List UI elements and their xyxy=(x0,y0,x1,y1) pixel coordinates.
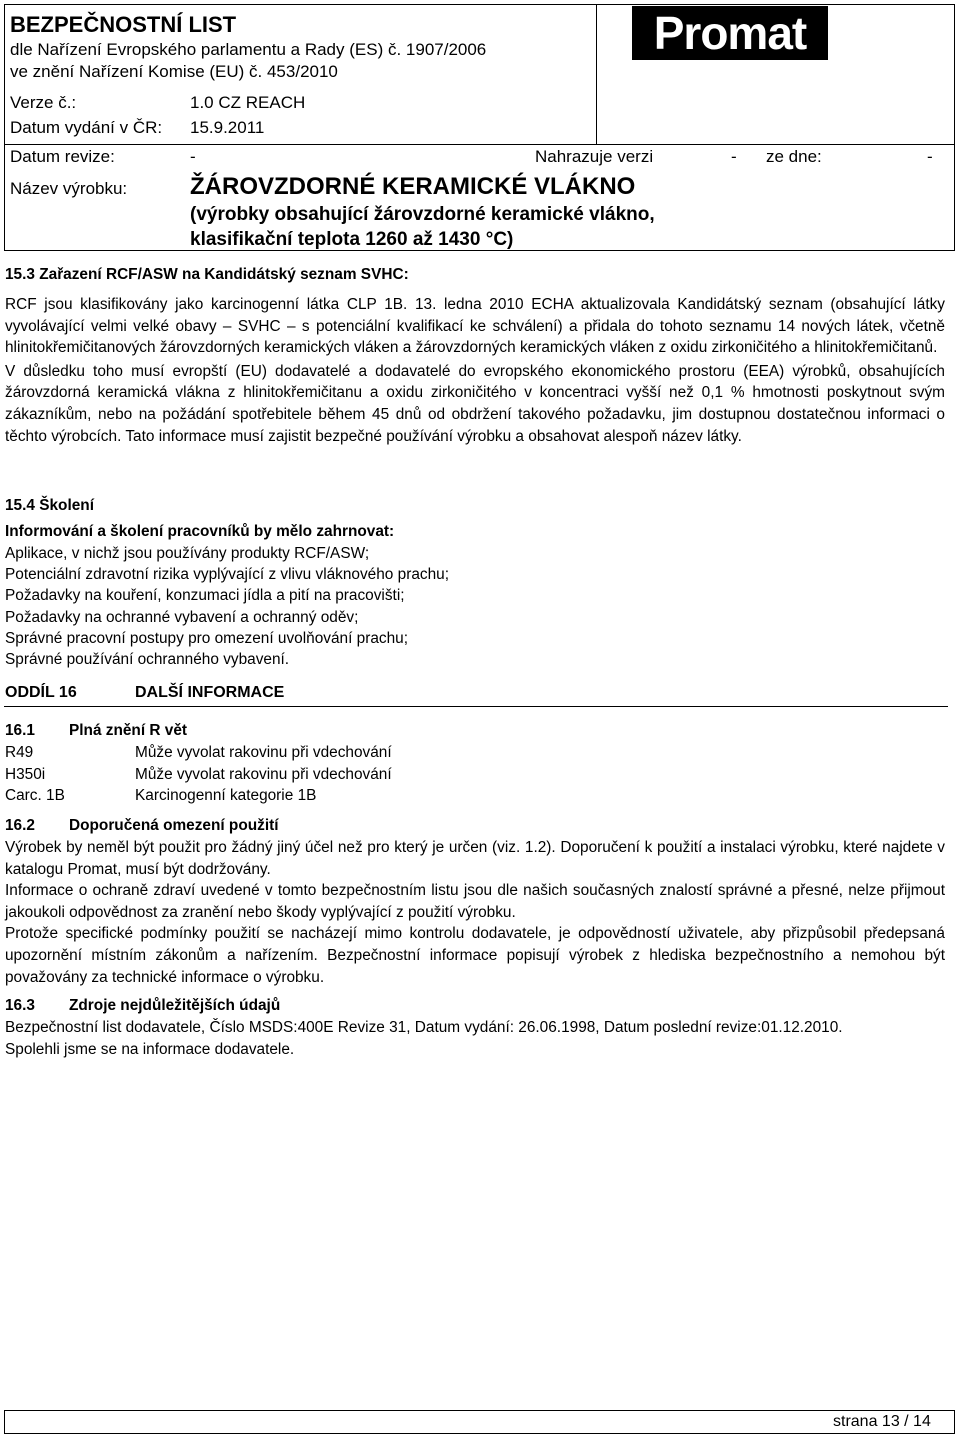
section-15-4-heading: 15.4 Školení xyxy=(5,497,94,514)
product-name: ŽÁROVZDORNÉ KERAMICKÉ VLÁKNO xyxy=(190,173,636,200)
page-footer xyxy=(4,1410,955,1434)
r-phrase-code: R49 xyxy=(5,744,34,761)
header-divider xyxy=(596,4,597,144)
issue-date-value: 15.9.2011 xyxy=(190,118,265,137)
section-15-3 xyxy=(5,262,945,447)
r-phrase-row xyxy=(5,764,945,786)
section-16-2-paragraph-1: Výrobek by neměl být použit pro žádný jiný účel než pro který je určen (viz. 1.2). Doporučení k použití a instalaci výrobku, které najdete v katalogu Promat, musí být dodržovány. xyxy=(5,839,945,878)
training-item: Potenciální zdravotní rizika vyplývající z vlivu vláknového prachu; xyxy=(5,566,449,584)
section-16-title: DALŠÍ INFORMACE xyxy=(135,684,285,701)
promat-logo: Promat xyxy=(632,6,828,60)
training-item: Správné pracovní postupy pro omezení uvolňování prachu; xyxy=(5,629,408,647)
section-16-2 xyxy=(5,815,945,988)
document-title: BEZPEČNOSTNÍ LIST xyxy=(10,12,237,37)
section-15-3-heading: 15.3 Zařazení RCF/ASW na Kandidátský seznam SVHC: xyxy=(5,266,409,283)
section-16-3-title: Zdroje nejdůležitějších údajů xyxy=(69,997,281,1014)
section-15-3-paragraph-2: V důsledku toho musí evropští (EU) dodavatelé a dodavatelé do evropského ekonomického prostoru (EEA) výrobků, obsahujících žárovzdorná keramická vlákna z hlinitokřemičitanu a oxidu zirkoničitého v koncentraci vyšší než 0,1 % hmotnosti poskytnout svým zákazníkům, nebo na požádání spotřebitele během 45 dnů od obdržení takového požadavku, jim dostupnou dostatečnou informaci o těchto výrobcích. Tato informace musí zajistit bezpečné používání výrobku a obsahovat alespoň název látky. xyxy=(5,362,945,445)
section-15-3-paragraph-1: RCF jsou klasifikovány jako karcinogenní látka CLP 1B. 13. ledna 2010 ECHA aktualizovala Kandidátský seznam (obsahující látky vyvolávající velmi velké obavy – SVHC – s potenciální kvalifikací ke schválení) a přidala do tohoto seznamu 14 nových látek, včetně hlinitokřemičitanových žárovzdorných keramických vláken a žárovzdorných keramických vláken z oxidu zirkoničitého a hlinitokřemičitanů. xyxy=(5,296,945,357)
training-item: Aplikace, v nichž jsou používány produkty RCF/ASW; xyxy=(5,545,370,562)
section-16-3-number: 16.3 xyxy=(5,997,35,1014)
training-item: Požadavky na ochranné vybavení a ochranný oděv; xyxy=(5,608,359,626)
section-16-label: ODDÍL 16 xyxy=(5,684,77,701)
section-16-3-paragraph-1: Bezpečnostní list dodavatele, Číslo MSDS:400E Revize 31, Datum vydání: 26.06.1998, Datum poslední revize:01.12.2010. xyxy=(5,1019,843,1036)
section-16-1 xyxy=(5,720,945,807)
section-16-1-number: 16.1 xyxy=(5,722,35,739)
r-phrase-text: Může vyvolat rakovinu při vdechování xyxy=(135,744,392,761)
section-16-3 xyxy=(5,995,945,1060)
r-phrase-row xyxy=(5,742,945,764)
r-phrase-code: H350i xyxy=(5,765,46,783)
revision-value: - xyxy=(190,147,196,166)
section-16-2-paragraph-3: Protože specifické podmínky použití se nacházejí mimo kontrolu dodavatele, je odpovědností uživatele, aby přizpůsobil předepsaná upozornění místním zákonům a nařízením. Bezpečnostní informace popisují výrobek z hlediska bezpečnostního a nemohou být považovány za technické informace o výrobku. xyxy=(5,925,945,986)
r-phrase-text: Může vyvolat rakovinu při vdechování xyxy=(135,765,392,783)
section-15-4 xyxy=(5,494,945,670)
section-16-2-number: 16.2 xyxy=(5,817,35,834)
training-item: Správné používání ochranného vybavení. xyxy=(5,650,290,668)
training-item: Požadavky na kouření, konzumaci jídla a pití na pracovišti; xyxy=(5,587,405,605)
r-phrase-row xyxy=(5,785,945,807)
revision-label: Datum revize: xyxy=(10,147,115,166)
version-label: Verze č.: xyxy=(10,93,77,112)
header-divider xyxy=(4,144,955,145)
supersedes-label: Nahrazuje verzi xyxy=(535,147,654,166)
section-15-4-subheading: Informování a školení pracovníků by mělo zahrnovat: xyxy=(5,523,395,540)
page-number: strana 13 / 14 xyxy=(833,1413,931,1430)
supersedes-date-label: ze dne: xyxy=(766,147,822,166)
r-phrase-text: Karcinogenní kategorie 1B xyxy=(135,787,317,804)
section-16-rule xyxy=(4,706,948,707)
issue-date-label: Datum vydání v ČR: xyxy=(10,118,163,137)
version-value: 1.0 CZ REACH xyxy=(190,93,306,112)
regulation-line-1: dle Nařízení Evropského parlamentu a Rady (ES) č. 1907/2006 xyxy=(10,40,487,59)
supersedes-date-value: - xyxy=(927,147,933,166)
section-16-1-title: Plná znění R vět xyxy=(69,722,188,739)
section-16-3-paragraph-2: Spolehli jsme se na informace dodavatele. xyxy=(5,1040,295,1058)
supersedes-value: - xyxy=(731,147,737,166)
product-subtitle-1: (výrobky obsahující žárovzdorné keramické vlákno, xyxy=(190,204,655,225)
regulation-line-2: ve znění Nařízení Komise (EU) č. 453/2010 xyxy=(10,62,338,81)
r-phrase-code: Carc. 1B xyxy=(5,787,65,804)
product-label: Název výrobku: xyxy=(10,179,128,198)
product-subtitle-2: klasifikační teplota 1260 až 1430 °C) xyxy=(190,229,514,250)
section-16-2-title: Doporučená omezení použití xyxy=(69,817,279,834)
section-16-2-paragraph-2: Informace o ochraně zdraví uvedené v tomto bezpečnostním listu jsou dle našich současných znalostí správné a přesné, nelze přijmout jakoukoli odpovědnost za zranění nebo škody vyplývající z použití výrobku. xyxy=(5,882,945,921)
